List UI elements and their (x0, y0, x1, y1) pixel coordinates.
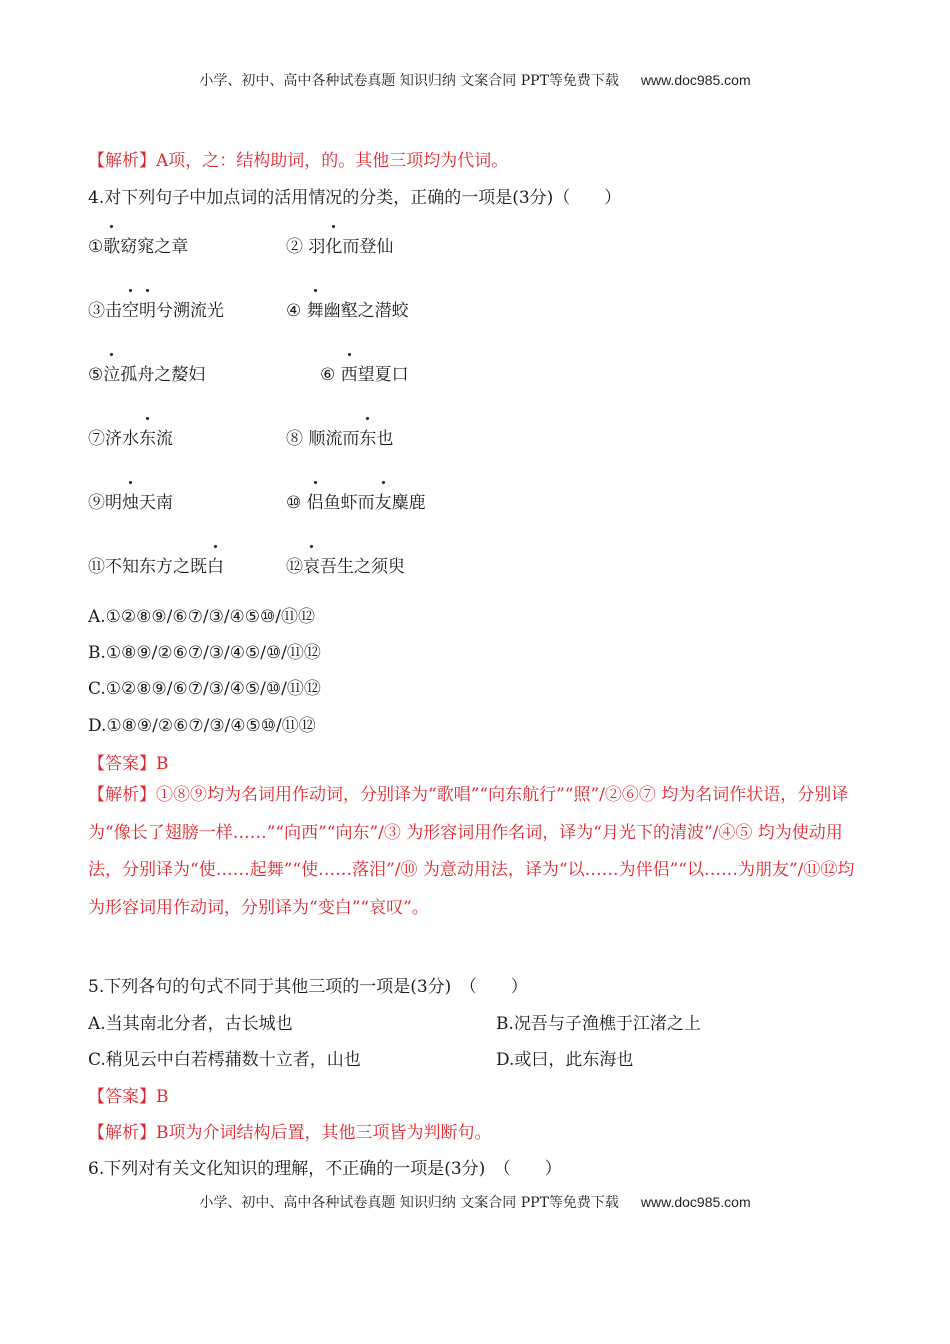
q5-option-c[interactable]: C.稍见云中白若樗蒱数十立者，山也 (88, 1050, 361, 1070)
q4-stem: 4.对下列句子中加点词的活用情况的分类，正确的一项是(3分)（ ） (88, 188, 622, 208)
footer-text: 小学、初中、高中各种试卷真题 知识归纳 文案合同 PPT等免费下载 (199, 1195, 619, 1211)
q4-item-1: ①歌窈窕之章 (88, 232, 188, 257)
q4-analysis: 【解析】①⑧⑨均为名词用作动词，分别译为“歌唱”“向东航行”“照”/②⑥⑦ 均为名词作状语，分别译为“像长了翅膀一样……”“向西”“向东”/③ 为形容词用作名词，译为“月光下的清波”/④⑤ 均为使动用法，分别译为“使……起舞”“使……落泪”/⑩ 为意动用法，译为“以……为伴侣”“以……为朋友”/⑪⑫均为形容词用作动词，分别译为“变白”“哀叹”。 (88, 785, 855, 918)
q4-item-7: ⑦济水东流 (88, 424, 173, 449)
q4-item-2: ② 羽化而登仙 (286, 232, 393, 257)
q6-stem: 6.下列对有关文化知识的理解，不正确的一项是(3分) （ ） (88, 1159, 562, 1179)
q4-item-5: ⑤泣孤舟之嫠妇 (88, 360, 205, 385)
footer-site: www.doc985.com (640, 1194, 751, 1210)
header-site: www.doc985.com (640, 72, 751, 88)
q4-item-3: ③击空明兮溯流光 (88, 296, 224, 321)
q4-item-10: ⑩ 侣鱼虾而友麋鹿 (286, 488, 426, 513)
header-text: 小学、初中、高中各种试卷真题 知识归纳 文案合同 PPT等免费下载 (199, 73, 619, 89)
q3-analysis: 【解析】A项，之：结构助词，的。其他三项均为代词。 (88, 151, 509, 171)
q4-option-a[interactable]: A.①②⑧⑨/⑥⑦/③/④⑤⑩/⑪⑫ (88, 607, 315, 627)
q4-item-4: ④ 舞幽壑之潜蛟 (286, 296, 409, 321)
q4-item-11: ⑪不知东方之既白 (88, 552, 224, 577)
q4-option-d[interactable]: D.①⑧⑨/②⑥⑦/③/④⑤⑩/⑪⑫ (88, 716, 316, 736)
q5-option-d[interactable]: D.或曰，此东海也 (496, 1050, 634, 1070)
q4-answer: 【答案】B (88, 754, 169, 774)
q4-item-9: ⑨明烛天南 (88, 488, 173, 513)
q5-analysis: 【解析】B项为介词结构后置，其他三项皆为判断句。 (88, 1123, 492, 1143)
q5-option-b[interactable]: B.况吾与子渔樵于江渚之上 (496, 1014, 701, 1034)
q4-item-12: ⑫哀吾生之须臾 (286, 552, 405, 577)
q4-item-6: ⑥ 西望夏口 (320, 360, 409, 385)
q5-option-a[interactable]: A.当其南北分者，古长城也 (88, 1014, 293, 1034)
q4-item-8: ⑧ 顺流而东也 (286, 424, 393, 449)
page-header (0, 70, 950, 90)
q5-answer: 【答案】B (88, 1087, 169, 1107)
q5-stem: 5.下列各句的句式不同于其他三项的一项是(3分) （ ） (88, 977, 528, 997)
q4-option-c[interactable]: C.①②⑧⑨/⑥⑦/③/④⑤/⑩/⑪⑫ (88, 679, 321, 699)
q4-option-b[interactable]: B.①⑧⑨/②⑥⑦/③/④⑤/⑩/⑪⑫ (88, 643, 321, 663)
page-footer (0, 1192, 950, 1212)
